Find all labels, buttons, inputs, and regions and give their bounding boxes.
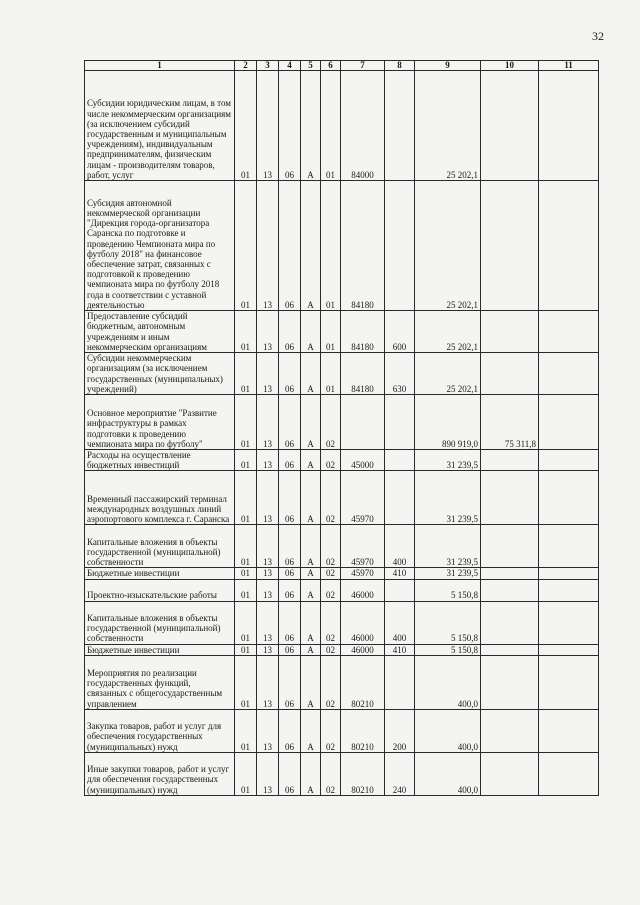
table-cell-c7: 80210 (341, 709, 385, 752)
table-cell-c4: 06 (279, 709, 301, 752)
table-cell-c8: 400 (385, 601, 415, 644)
table-cell-c9: 25 202,1 (415, 181, 481, 311)
table-cell-c9: 31 239,5 (415, 568, 481, 579)
table-cell-c10 (481, 311, 539, 353)
table-cell-c2: 01 (235, 579, 257, 601)
table-cell-c9: 400,0 (415, 752, 481, 795)
table-cell-c9: 400,0 (415, 709, 481, 752)
table-cell-c9: 31 239,5 (415, 525, 481, 568)
row-label-cell: Капитальные вложения в объекты государственной (муниципальной) собственности (85, 601, 235, 644)
column-header: 6 (321, 61, 341, 71)
table-cell-c6: 02 (321, 709, 341, 752)
table-cell-c10 (481, 450, 539, 471)
table-cell-c5: А (301, 71, 321, 181)
table-cell-c10 (481, 71, 539, 181)
table-cell-c6: 02 (321, 579, 341, 601)
table-cell-c11 (539, 601, 599, 644)
table-cell-c5: А (301, 709, 321, 752)
table-cell-c7: 46000 (341, 601, 385, 644)
table-cell-c4: 06 (279, 71, 301, 181)
row-label-cell: Капитальные вложения в объекты государственной (муниципальной) собственности (85, 525, 235, 568)
table-cell-c8 (385, 471, 415, 525)
table-cell-c4: 06 (279, 655, 301, 709)
table-cell-c8: 400 (385, 525, 415, 568)
table-cell-c5: А (301, 568, 321, 579)
table-cell-c2: 01 (235, 471, 257, 525)
table-cell-c11 (539, 395, 599, 450)
column-header: 2 (235, 61, 257, 71)
table-cell-c5: А (301, 752, 321, 795)
table-cell-c8 (385, 579, 415, 601)
table-cell-c8 (385, 71, 415, 181)
table-cell-c6: 01 (321, 311, 341, 353)
table-cell-c2: 01 (235, 395, 257, 450)
table-cell-c6: 02 (321, 568, 341, 579)
table-cell-c10 (481, 525, 539, 568)
table-cell-c6: 02 (321, 752, 341, 795)
table-cell-c3: 13 (257, 709, 279, 752)
row-label-cell: Проектно-изыскательские работы (85, 579, 235, 601)
table-body (85, 71, 599, 796)
row-label-cell: Субсидия автономной некоммерческой организации "Дирекция города-организатора Саранска по подготовке и проведению Чемпионата мира по футболу 2018" на финансовое обеспечение затрат, связанных с подготовкой к проведению чемпионата мира по футболу 2018 года в соответствии с уставной деятельностью (85, 181, 235, 311)
table-header-row (85, 61, 599, 71)
row-label-cell: Предоставление субсидий бюджетным, автономным учреждениям и иным некоммерческим организациям (85, 311, 235, 353)
table-cell-c8 (385, 655, 415, 709)
table-cell-c10 (481, 709, 539, 752)
table-cell-c10 (481, 568, 539, 579)
table-cell-c11 (539, 450, 599, 471)
table-cell-c11 (539, 568, 599, 579)
table-cell-c5: А (301, 471, 321, 525)
column-header: 4 (279, 61, 301, 71)
budget-table (84, 60, 599, 796)
table-cell-c4: 06 (279, 579, 301, 601)
table-row (85, 709, 599, 752)
table-cell-c6: 02 (321, 471, 341, 525)
table-cell-c4: 06 (279, 568, 301, 579)
table-cell-c5: А (301, 525, 321, 568)
table-row (85, 601, 599, 644)
table-cell-c6: 01 (321, 353, 341, 395)
table-row (85, 579, 599, 601)
table-row (85, 568, 599, 579)
table-cell-c3: 13 (257, 579, 279, 601)
table-cell-c2: 01 (235, 71, 257, 181)
table-row (85, 311, 599, 353)
table-cell-c8 (385, 450, 415, 471)
table-cell-c2: 01 (235, 752, 257, 795)
column-header: 10 (481, 61, 539, 71)
table-cell-c3: 13 (257, 181, 279, 311)
table-cell-c6: 01 (321, 181, 341, 311)
table-cell-c5: А (301, 644, 321, 655)
table-cell-c4: 06 (279, 601, 301, 644)
table-cell-c4: 06 (279, 752, 301, 795)
table-cell-c5: А (301, 655, 321, 709)
table-cell-c3: 13 (257, 71, 279, 181)
table-cell-c2: 01 (235, 525, 257, 568)
table-cell-c5: А (301, 450, 321, 471)
table-cell-c4: 06 (279, 353, 301, 395)
table-cell-c3: 13 (257, 450, 279, 471)
table-row (85, 181, 599, 311)
table-cell-c3: 13 (257, 655, 279, 709)
table-cell-c10 (481, 579, 539, 601)
table-cell-c2: 01 (235, 568, 257, 579)
table-cell-c4: 06 (279, 450, 301, 471)
table-cell-c9: 5 150,8 (415, 579, 481, 601)
table-cell-c11 (539, 71, 599, 181)
table-cell-c3: 13 (257, 525, 279, 568)
table-cell-c4: 06 (279, 471, 301, 525)
table-row (85, 71, 599, 181)
table-cell-c2: 01 (235, 655, 257, 709)
table-cell-c10 (481, 471, 539, 525)
table-cell-c11 (539, 181, 599, 311)
column-header: 5 (301, 61, 321, 71)
table-cell-c6: 01 (321, 71, 341, 181)
table-cell-c2: 01 (235, 353, 257, 395)
table-cell-c8 (385, 395, 415, 450)
table-cell-c9: 5 150,8 (415, 601, 481, 644)
table-cell-c8: 200 (385, 709, 415, 752)
table-row (85, 450, 599, 471)
column-header: 8 (385, 61, 415, 71)
table-row (85, 655, 599, 709)
table-cell-c7 (341, 395, 385, 450)
table-cell-c2: 01 (235, 644, 257, 655)
table-cell-c8: 240 (385, 752, 415, 795)
table-row (85, 525, 599, 568)
table-cell-c7: 84180 (341, 311, 385, 353)
row-label-cell: Мероприятия по реализации государственных функций, связанных с общегосударственным управлением (85, 655, 235, 709)
table-cell-c5: А (301, 579, 321, 601)
table-cell-c11 (539, 644, 599, 655)
table-cell-c9: 31 239,5 (415, 450, 481, 471)
table-row (85, 353, 599, 395)
row-label-cell: Временный пассажирский терминал международных воздушных линий аэропортового комплекса г. Саранска (85, 471, 235, 525)
table-cell-c4: 06 (279, 311, 301, 353)
table-cell-c5: А (301, 181, 321, 311)
table-cell-c7: 80210 (341, 655, 385, 709)
table-cell-c3: 13 (257, 311, 279, 353)
table-cell-c11 (539, 525, 599, 568)
column-header: 3 (257, 61, 279, 71)
table-cell-c9: 890 919,0 (415, 395, 481, 450)
table-cell-c7: 80210 (341, 752, 385, 795)
table-cell-c8 (385, 181, 415, 311)
table-cell-c7: 45970 (341, 471, 385, 525)
row-label-cell: Бюджетные инвестиции (85, 644, 235, 655)
row-label-cell: Расходы на осуществление бюджетных инвестиций (85, 450, 235, 471)
table-cell-c10: 75 311,8 (481, 395, 539, 450)
table-cell-c2: 01 (235, 450, 257, 471)
table-cell-c5: А (301, 311, 321, 353)
table-cell-c10 (481, 752, 539, 795)
table-cell-c6: 02 (321, 525, 341, 568)
table-cell-c6: 02 (321, 450, 341, 471)
table-cell-c3: 13 (257, 471, 279, 525)
table-cell-c11 (539, 709, 599, 752)
table-cell-c7: 46000 (341, 644, 385, 655)
table-row (85, 471, 599, 525)
table-cell-c9: 25 202,1 (415, 353, 481, 395)
table-cell-c9: 25 202,1 (415, 71, 481, 181)
row-label-cell: Иные закупки товаров, работ и услуг для обеспечения государственных (муниципальных) нужд (85, 752, 235, 795)
table-cell-c11 (539, 471, 599, 525)
table-row (85, 395, 599, 450)
table-cell-c10 (481, 601, 539, 644)
row-label-cell: Закупка товаров, работ и услуг для обеспечения государственных (муниципальных) нужд (85, 709, 235, 752)
table-cell-c8: 600 (385, 311, 415, 353)
table-cell-c7: 84180 (341, 353, 385, 395)
table-cell-c2: 01 (235, 311, 257, 353)
table-row (85, 644, 599, 655)
table-cell-c10 (481, 644, 539, 655)
row-label-cell: Субсидии юридическим лицам, в том числе некоммерческим организациям (за исключением субсидий государственным и муниципальным учреждениям), индивидуальным предпринимателям, физическим лицам - производителям товаров, работ, услуг (85, 71, 235, 181)
table-cell-c9: 5 150,8 (415, 644, 481, 655)
table-cell-c4: 06 (279, 395, 301, 450)
column-header: 11 (539, 61, 599, 71)
table-cell-c3: 13 (257, 568, 279, 579)
table-cell-c3: 13 (257, 644, 279, 655)
table-cell-c7: 46000 (341, 579, 385, 601)
table-cell-c5: А (301, 353, 321, 395)
page-number: 32 (592, 29, 604, 43)
table-cell-c7: 84180 (341, 181, 385, 311)
table-cell-c4: 06 (279, 181, 301, 311)
table-cell-c3: 13 (257, 601, 279, 644)
table-row (85, 752, 599, 795)
table-cell-c4: 06 (279, 525, 301, 568)
table-cell-c8: 410 (385, 568, 415, 579)
table-cell-c7: 45000 (341, 450, 385, 471)
table-cell-c6: 02 (321, 395, 341, 450)
table-cell-c11 (539, 655, 599, 709)
table-cell-c11 (539, 752, 599, 795)
table-cell-c6: 02 (321, 655, 341, 709)
table-cell-c8: 410 (385, 644, 415, 655)
table-cell-c10 (481, 353, 539, 395)
column-header: 7 (341, 61, 385, 71)
row-label-cell: Субсидии некоммерческим организациям (за исключением государственных (муниципальных) учреждений) (85, 353, 235, 395)
row-label-cell: Основное мероприятие "Развитие инфраструктуры в рамках подготовки к проведению чемпионата мира по футболу" (85, 395, 235, 450)
table-cell-c3: 13 (257, 353, 279, 395)
table-cell-c2: 01 (235, 181, 257, 311)
table-cell-c9: 31 239,5 (415, 471, 481, 525)
table-cell-c11 (539, 311, 599, 353)
table-cell-c9: 25 202,1 (415, 311, 481, 353)
table-cell-c10 (481, 181, 539, 311)
column-header: 9 (415, 61, 481, 71)
table-cell-c7: 45970 (341, 568, 385, 579)
table-cell-c2: 01 (235, 601, 257, 644)
table-cell-c6: 02 (321, 644, 341, 655)
table-cell-c8: 630 (385, 353, 415, 395)
table-cell-c10 (481, 655, 539, 709)
table-cell-c3: 13 (257, 752, 279, 795)
table-cell-c9: 400,0 (415, 655, 481, 709)
table-cell-c2: 01 (235, 709, 257, 752)
column-header: 1 (85, 61, 235, 71)
table-cell-c4: 06 (279, 644, 301, 655)
table-cell-c3: 13 (257, 395, 279, 450)
table-cell-c7: 84000 (341, 71, 385, 181)
row-label-cell: Бюджетные инвестиции (85, 568, 235, 579)
table-cell-c11 (539, 353, 599, 395)
table-cell-c5: А (301, 601, 321, 644)
table-cell-c6: 02 (321, 601, 341, 644)
table-cell-c11 (539, 579, 599, 601)
table-cell-c5: А (301, 395, 321, 450)
table-cell-c7: 45970 (341, 525, 385, 568)
